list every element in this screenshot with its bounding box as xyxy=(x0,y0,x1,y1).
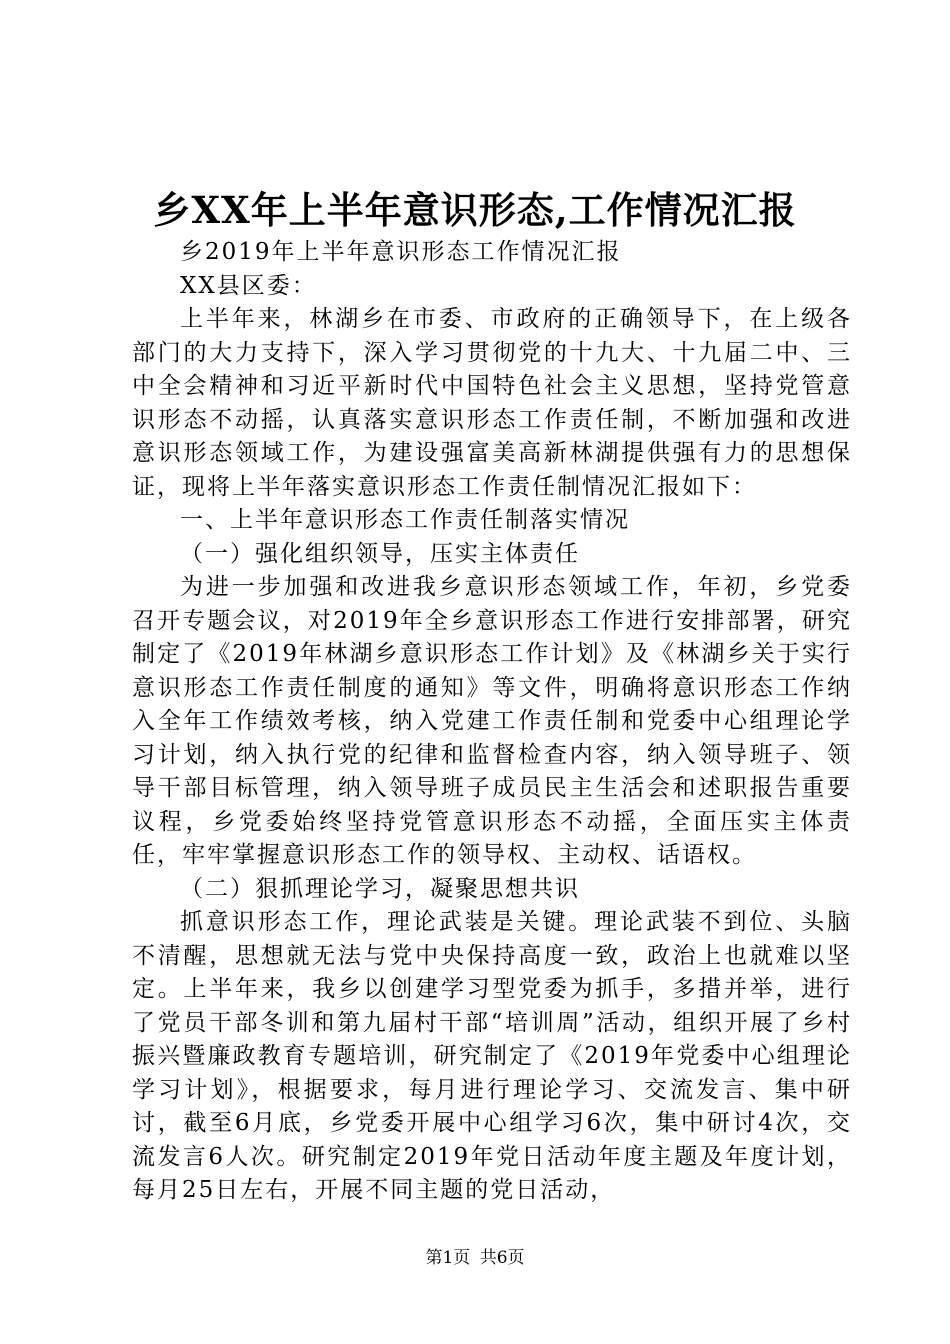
document-body xyxy=(132,236,852,1208)
section-heading-1: 一、上半年意识形态工作责任制落实情况 xyxy=(180,507,630,533)
paragraph-organization: 为进一步加强和改进我乡意识形态领域工作，年初，乡党委召开专题会议，对2019年全乡意识形态工作进行安排部署，研究制定了《2019年林湖乡意识形态工作计划》及《林湖乡关于实行意识形态工作责任制度的通知》等文件，明确将意识形态工作纳入全年工作绩效考核，纳入党建工作责任制和党委中心组理论学习计划，纳入执行党的纪律和监督检查内容，纳入领导班子、领导干部目标管理，纳入领导班子成员民主生活会和述职报告重要议程，乡党委始终坚持党管意识形态不动摇，全面压实主体责任，牢牢掌握意识形态工作的领导权、主动权、话语权。 xyxy=(132,574,852,868)
document-subtitle: 乡2019年上半年意识形态工作情况汇报 xyxy=(180,239,622,265)
page-footer xyxy=(0,1247,950,1269)
paragraph-theory-study: 抓意识形态工作，理论武装是关键。理论武装不到位、头脑不清醒，思想就无法与党中央保持高度一致，政治上也就难以坚定。上半年来，我乡以创建学习型党委为抓手，多措并举，进行了党员干部冬训和第九届村干部“培训周”活动，组织开展了乡村振兴暨廉政教育专题培训，研究制定了《2019年党委中心组理论学习计划》，根据要求，每月进行理论学习、交流发言、集中研讨，截至6月底，乡党委开展中心组学习6次，集中研讨4次，交流发言6人次。研究制定2019年党日活动年度主题及年度计划，每月25日左右，开展不同主题的党日活动， xyxy=(132,909,852,1203)
page-current: 第1页 xyxy=(425,1248,471,1268)
document-title: 乡XX年上半年意识形态,工作情况汇报 xyxy=(153,188,797,232)
subsection-heading-2: （二）狠抓理论学习，凝聚思想共识 xyxy=(180,875,580,902)
paragraph-intro: 上半年来，林湖乡在市委、市政府的正确领导下，在上级各部门的大力支持下，深入学习贯彻党的十九大、十九届二中、三中全会精神和习近平新时代中国特色社会主义思想，坚持党管意识形态不动摇，认真落实意识形态工作责任制，不断加强和改进意识形态领域工作，为建设强富美高新林湖提供强有力的思想保证，现将上半年落实意识形态工作责任制情况汇报如下： xyxy=(132,306,852,500)
page-total: 共6页 xyxy=(479,1248,525,1268)
salutation: XX县区委： xyxy=(180,272,317,299)
subsection-heading-1: （一）强化组织领导，压实主体责任 xyxy=(180,540,580,567)
